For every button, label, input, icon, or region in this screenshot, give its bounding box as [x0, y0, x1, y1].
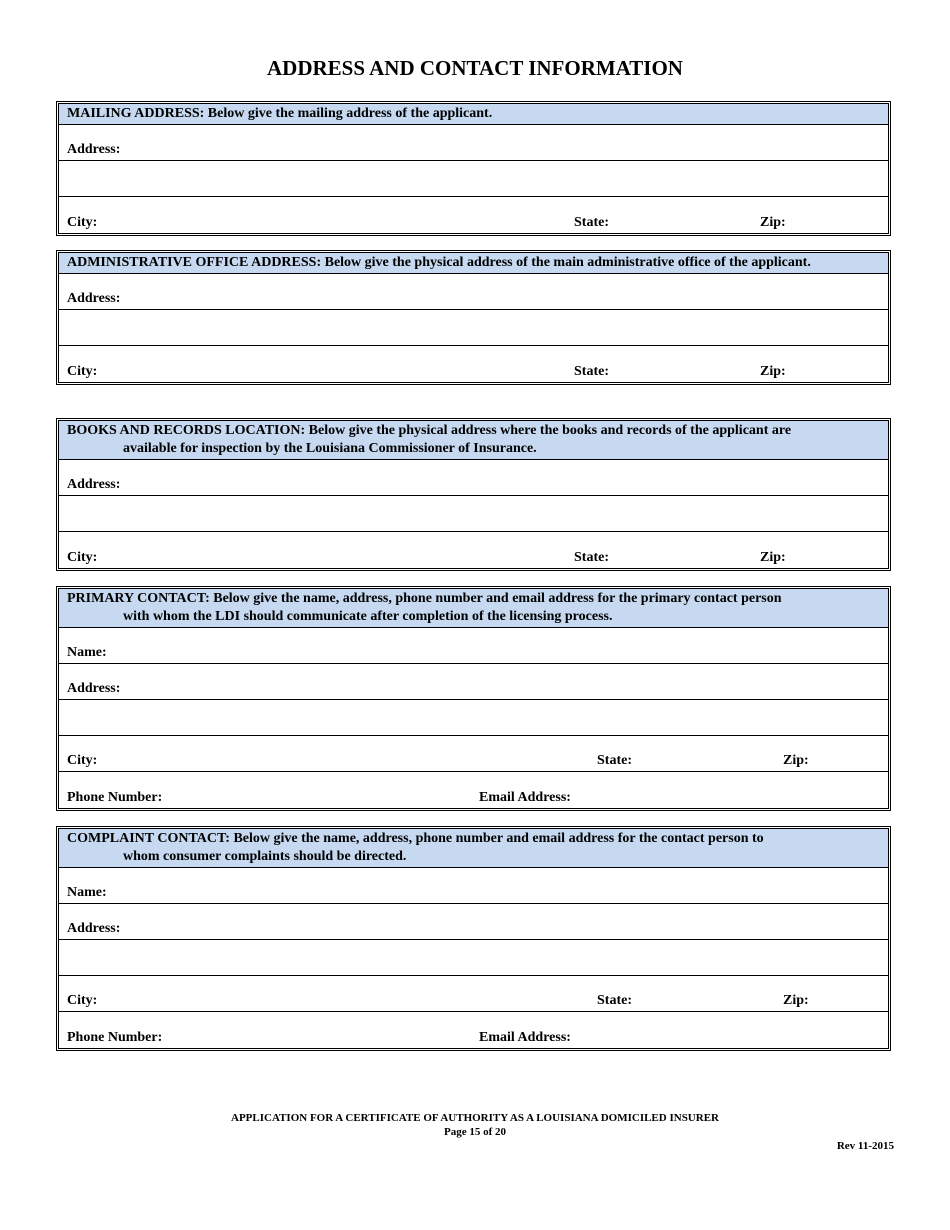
books-address-field[interactable] — [59, 460, 888, 496]
primary-name-field[interactable] — [59, 628, 888, 664]
admin-city-state-zip-row[interactable] — [59, 346, 888, 382]
city-label: City: — [67, 550, 98, 565]
complaint-address-field[interactable] — [59, 904, 888, 940]
mailing-address-line2-field[interactable] — [59, 161, 888, 197]
zip-label: Zip: — [760, 215, 786, 230]
state-label: State: — [574, 364, 609, 379]
city-label: City: — [67, 364, 98, 379]
complaint-address-line2-field[interactable] — [59, 940, 888, 976]
complaint-name-field[interactable] — [59, 868, 888, 904]
city-label: City: — [67, 993, 98, 1008]
state-label: State: — [597, 993, 632, 1008]
complaint-contact-header-line2: whom consumer complaints should be directed. — [123, 849, 407, 864]
zip-label: Zip: — [760, 550, 786, 565]
page-title: ADDRESS AND CONTACT INFORMATION — [267, 56, 683, 80]
city-label: City: — [67, 215, 98, 230]
primary-contact-header-line1: PRIMARY CONTACT: Below give the name, address, phone number and email address for the primary contact person — [67, 591, 782, 606]
books-city-state-zip-row[interactable] — [59, 532, 888, 568]
state-label: State: — [574, 215, 609, 230]
admin-address-field[interactable] — [59, 274, 888, 310]
complaint-contact-section — [56, 826, 891, 1051]
books-records-header — [59, 421, 888, 460]
complaint-contact-header-line1: COMPLAINT CONTACT: Below give the name, address, phone number and email address for the contact person to — [67, 831, 764, 846]
mailing-address-header: MAILING ADDRESS: Below give the mailing address of the applicant. — [59, 104, 888, 125]
footer-application-title: APPLICATION FOR A CERTIFICATE OF AUTHORITY AS A LOUISIANA DOMICILED INSURER — [231, 1112, 719, 1124]
primary-contact-section — [56, 586, 891, 811]
zip-label: Zip: — [783, 753, 809, 768]
revision-label: Rev 11-2015 — [836, 1140, 894, 1152]
books-records-header-line1: BOOKS AND RECORDS LOCATION: Below give the physical address where the books and records of the applicant are — [67, 423, 792, 438]
state-label: State: — [597, 753, 632, 768]
address-label: Address: — [67, 291, 121, 306]
mailing-address-section — [56, 101, 891, 236]
admin-office-section — [56, 250, 891, 385]
phone-label: Phone Number: — [67, 1030, 163, 1045]
address-label: Address: — [67, 477, 121, 492]
name-label: Name: — [67, 885, 107, 900]
email-label: Email Address: — [479, 1030, 571, 1045]
books-records-section — [56, 418, 891, 571]
phone-label: Phone Number: — [67, 790, 163, 805]
complaint-contact-header — [59, 829, 888, 868]
admin-address-line2-field[interactable] — [59, 310, 888, 346]
zip-label: Zip: — [760, 364, 786, 379]
primary-phone-email-row[interactable] — [59, 772, 888, 808]
mailing-city-state-zip-row[interactable] — [59, 197, 888, 233]
footer-page-number: Page 15 of 20 — [443, 1126, 506, 1138]
city-label: City: — [67, 753, 98, 768]
admin-office-header: ADMINISTRATIVE OFFICE ADDRESS: Below give the physical address of the main administrative office of the applicant. — [59, 253, 888, 274]
complaint-phone-email-row[interactable] — [59, 1012, 888, 1048]
email-label: Email Address: — [479, 790, 571, 805]
primary-address-line2-field[interactable] — [59, 700, 888, 736]
mailing-address-field[interactable] — [59, 125, 888, 161]
page-footer — [0, 1111, 950, 1139]
primary-city-state-zip-row[interactable] — [59, 736, 888, 772]
zip-label: Zip: — [783, 993, 809, 1008]
complaint-city-state-zip-row[interactable] — [59, 976, 888, 1012]
primary-contact-header-line2: with whom the LDI should communicate after completion of the licensing process. — [123, 609, 613, 624]
address-label: Address: — [67, 142, 121, 157]
primary-contact-header — [59, 589, 888, 628]
books-records-header-line2: available for inspection by the Louisiana Commissioner of Insurance. — [123, 441, 537, 456]
address-label: Address: — [67, 681, 121, 696]
state-label: State: — [574, 550, 609, 565]
address-label: Address: — [67, 921, 121, 936]
primary-address-field[interactable] — [59, 664, 888, 700]
name-label: Name: — [67, 645, 107, 660]
books-address-line2-field[interactable] — [59, 496, 888, 532]
